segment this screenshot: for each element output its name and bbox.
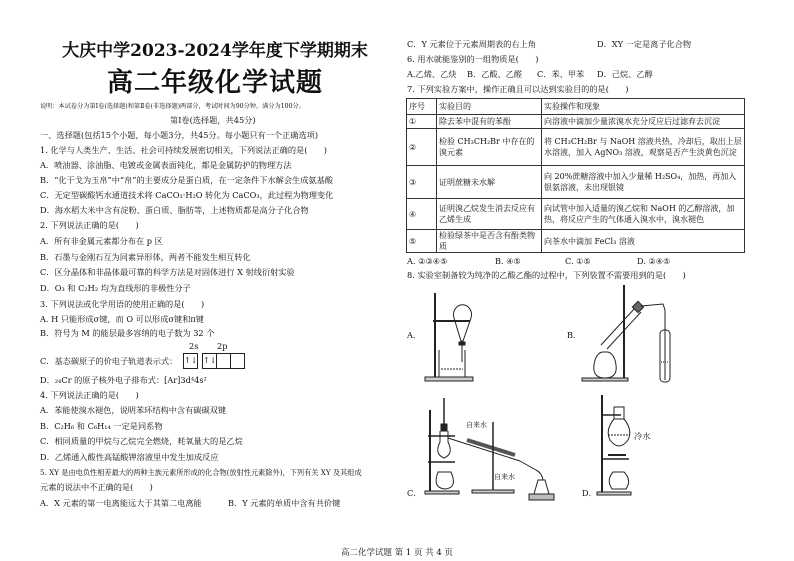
reflux-tube-apparatus xyxy=(582,285,670,382)
q2-option-c: C．区分晶体和非晶体最可靠的科学方法是对固体进行 X 射线衍射实验 xyxy=(40,267,295,277)
q7-option-a: A. ②③④⑤ xyxy=(407,256,448,266)
procedure-cell: 将 CH₃CH₂Br 与 NaOH 溶液共热，冷却后，取出上层水溶液，加入 AgNO₃ 溶液，观察是否产生淡黄色沉淀 xyxy=(542,129,745,166)
section-heading: 一、选择题(包括15个小题，每小题3分，共45分。每小题只有一个正确选项) xyxy=(40,130,319,140)
q5-option-d: D．XY 一定是离子化合物 xyxy=(597,39,692,49)
row-number: ⑤ xyxy=(407,230,437,253)
q5-stem-line1: 5. XY 是由电负性相差最大的两种主族元素所形成的化合物(放射性元素除外)，下列有关 XY 及其组成 xyxy=(40,468,362,477)
q2-stem: 2. 下列说法正确的是( ) xyxy=(40,220,139,230)
cold-water-label: 冷水 xyxy=(634,431,651,441)
orbital-label-2p: 2p xyxy=(217,341,228,351)
exam-note: 说明：本试卷分为第Ⅰ卷(选择题)和第Ⅱ卷(非选择题)两部分，考试时间为90分钟，满分为100分。 xyxy=(40,103,305,110)
q5-stem-line2: 元素的说法中不正确的是( ) xyxy=(40,482,153,492)
school-title: 大庆中学2023-2024学年度下学期期末 xyxy=(62,41,368,61)
row-number: ① xyxy=(407,115,437,129)
row-number: ③ xyxy=(407,166,437,199)
q6-option-a: A.乙烯、乙炔 xyxy=(407,69,457,79)
row-number: ② xyxy=(407,129,437,166)
q3-option-a: A. H 只能形成σ键，而 O 可以形成σ键和π键 xyxy=(40,314,204,324)
q7-option-b: B. ④⑤ xyxy=(495,256,521,266)
orbital-box: ↑↓ xyxy=(202,353,217,369)
part-heading: 第Ⅰ卷(选择题，共45分) xyxy=(170,115,256,125)
q6-option-b: B．乙酸、乙醛 xyxy=(467,69,523,79)
exam-title: 高二年级化学试题 xyxy=(106,68,323,98)
purpose-cell: 检验 CH₃CH₂Br 中存在的溴元素 xyxy=(437,129,542,166)
procedure-cell: 向溶液中滴加少量浓溴水充分反应后过滤弃去沉淀 xyxy=(542,115,745,129)
apparatus-b-label: B． xyxy=(567,330,582,340)
purpose-cell: 证明溴乙烷发生消去反应有乙烯生成 xyxy=(437,199,542,230)
q7-stem: 7. 下列实验方案中，操作正确且可以达到实验目的的是( ) xyxy=(407,84,629,94)
q1-option-a: A．喷油器、涂油脂、电镀或金属表面钝化，都是金属防护的物理方法 xyxy=(40,160,292,170)
q5-option-a: A．X 元素的第一电离能远大于其第二电离能 xyxy=(40,498,202,508)
q5-option-c: C．Y 元素位于元素周期表的右上角 xyxy=(407,39,536,49)
apparatus-d-label: D． xyxy=(582,488,597,498)
purpose-cell: 证明蔗糖未水解 xyxy=(437,166,542,199)
q7-option-d: D. ②④⑤ xyxy=(637,256,671,266)
q4-option-b: B．C₂H₆ 和 C₆H₁₄ 一定是同系物 xyxy=(40,421,163,431)
distillation-apparatus xyxy=(425,398,554,500)
q2-option-b: B．石墨与金刚石互为同素异形体，两者不能发生相互转化 xyxy=(40,252,251,262)
q1-option-d: D．海水稻大米中含有淀粉、蛋白质、脂肪等，上述物质都是高分子化合物 xyxy=(40,205,309,215)
purpose-cell: 除去苯中混有的苯酚 xyxy=(437,115,542,129)
q7-option-c: C. ①⑤ xyxy=(565,256,591,266)
procedure-cell: 向试管中加入适量的溴乙烷和 NaOH 的乙醇溶液，加热，将反应产生的气体通入溴水中，溴水褪色 xyxy=(542,199,745,230)
q1-option-c: C．无定型碳酸钙水通道技术将 CaCO₃·H₂O 转化为 CaCO₃，此过程为物理变化 xyxy=(40,190,334,200)
tap-water-label-out: 自来水 xyxy=(494,473,515,481)
q2-option-d: D．O₃ 和 C₂H₂ 均为直线形的非极性分子 xyxy=(40,283,191,293)
q3-option-c: C．基态碳原子的价电子轨道表示式： xyxy=(40,356,178,366)
orbital-label-2s: 2s xyxy=(189,341,199,351)
q6-option-d: D．己烷、乙醇 xyxy=(597,69,653,79)
q4-option-a: A．苯能使溴水褪色，说明苯环结构中含有碳碳双键 xyxy=(40,405,227,415)
separatory-funnel-apparatus xyxy=(425,293,473,381)
q4-option-d: D．乙烯通入酸性高锰酸钾溶液里中发生加成反应 xyxy=(40,452,219,462)
q1-stem: 1. 化学与人类生产、生活、社会可持续发展密切相关，下列说法正确的是( ) xyxy=(40,145,327,155)
q4-stem: 4. 下列说法正确的是( ) xyxy=(40,390,139,400)
apparatus-c-label: C． xyxy=(407,488,422,498)
header-cell: 实验操作和现象 xyxy=(542,99,745,115)
q2-option-a: A．所有非金属元素都分布在 p 区 xyxy=(40,236,163,246)
purpose-cell: 检验绿茶中是否含有酚类物质 xyxy=(437,230,542,253)
q8-stem: 8. 实验室制备较为纯净的乙酸乙酯的过程中，下列装置不需要用到的是( ) xyxy=(407,270,686,280)
tap-water-label-in: 自来水 xyxy=(466,421,487,429)
q1-option-b: B．“化干戈为玉帛”中“帛”的主要成分是蛋白质，在一定条件下水解会生成氨基酸 xyxy=(40,175,333,185)
q3-stem: 3. 下列说法或化学用语的使用正确的是( ) xyxy=(40,299,205,309)
row-number: ④ xyxy=(407,199,437,230)
q6-stem: 6. 用水就能鉴别的一组物质是( ) xyxy=(407,54,539,64)
header-cell: 序号 xyxy=(407,99,437,115)
procedure-cell: 向 20%蔗糖溶液中加入少量稀 H₂SO₄，加热，再加入银氨溶液，未出现银镜 xyxy=(542,166,745,199)
q3-option-d: D．₂₄Cr 的原子核外电子排布式：[Ar]3d⁴4s² xyxy=(40,375,207,385)
page-footer: 高二化学试题 第 1 页 共 4 页 xyxy=(340,548,454,558)
q5-option-b: B．Y 元素的单质中含有共价键 xyxy=(228,498,341,508)
q6-option-c: C．苯、甲苯 xyxy=(537,69,585,79)
orbital-box: ↑↓ xyxy=(183,353,198,369)
cold-water-flask-apparatus xyxy=(597,395,631,495)
q3-option-b: B．符号为 M 的能层最多容纳的电子数为 32 个 xyxy=(40,328,215,338)
apparatus-a-label: A． xyxy=(407,330,422,340)
header-cell: 实验目的 xyxy=(437,99,542,115)
procedure-cell: 向茶水中滴加 FeCl₃ 溶液 xyxy=(542,230,745,253)
q4-option-c: C．相同质量的甲烷与乙烷完全燃烧，耗氧量大的是乙烷 xyxy=(40,436,243,446)
